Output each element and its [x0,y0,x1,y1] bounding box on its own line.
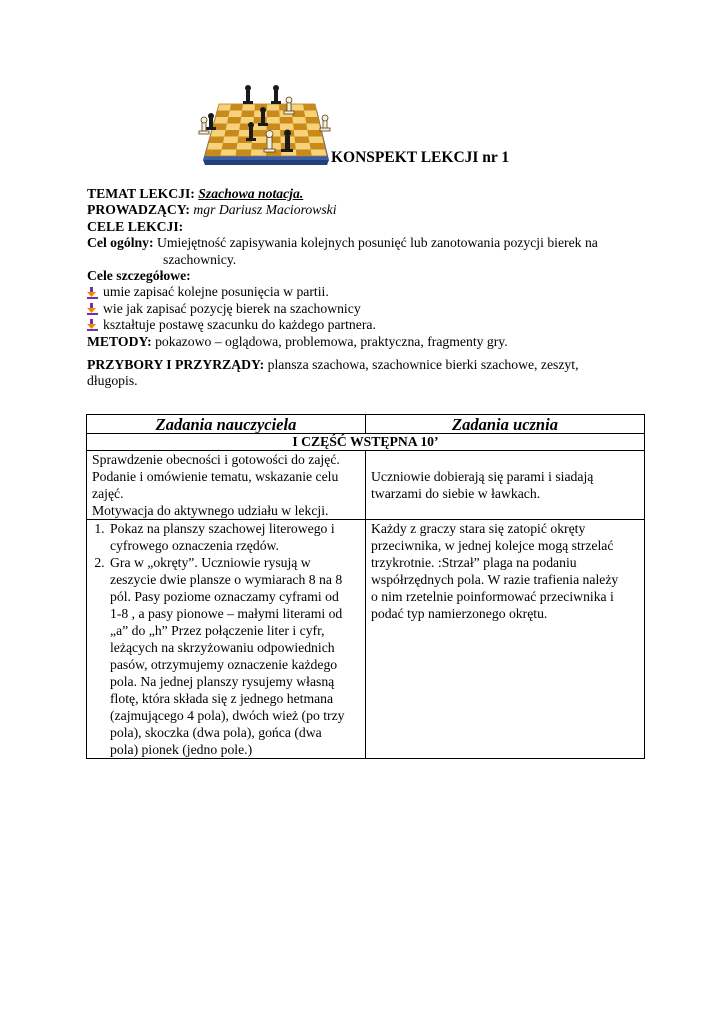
student-task-line: o nim rzetelnie poinformować przeciwnika i [371,589,614,604]
list-item [108,554,360,758]
bullet-arrow-icon [87,303,99,315]
general-goal-text: Umiejętność zapisywania kolejnych posunięć lub zanotowania pozycji bierek na [156,235,598,251]
student-column-header: Zadania ucznia [366,415,645,434]
general-goal-line [87,235,647,251]
list-item-line: pól. Pasy poziome oznaczamy cyframi od [110,589,339,604]
bullet-arrow-icon [87,287,99,299]
list-item-line: „a” do „h” Przez połączenie liter i cyfr, [110,623,325,638]
teacher-task-list [92,520,360,758]
specific-goal-text: umie zapisać kolejne posunięcia w partii. [103,284,329,300]
board-square [216,111,230,118]
goals-heading: CELE LEKCJI: [87,218,184,234]
board-square [296,150,312,157]
student-task-cell [366,451,645,520]
list-item-line: cyfrowego oznaczenia rzędów. [110,538,279,553]
student-task-cell [366,520,645,759]
list-item [108,520,360,554]
methods-line [87,334,647,350]
lesson-table [86,414,645,759]
chessboard-logo-icon [195,82,335,166]
table-row [87,520,645,759]
methods-label: METODY: [87,333,152,349]
board-square [310,143,326,150]
list-item-line: 2. Gra w „okręty”. Uczniowie rysują w [110,555,311,570]
board-square [227,117,241,124]
board-square [303,104,317,111]
list-item-line: leżących na skrzyżowaniu odpowiednich [110,640,335,655]
topic-value: Szachowa notacja. [198,186,304,201]
student-task-line: Uczniowie dobierają się parami i siadają [371,469,594,484]
list-item-line: flotę, która składa się z jednego hetmana [110,691,334,706]
list-item-line: pola), skoczka (dwa pola), gońca (dwa [110,725,322,740]
list-item-line: 1. Pokaz na planszy szachowej literowego i [110,521,335,536]
board-square [205,150,222,157]
student-task-line: trzykrotnie. :Strzał” plaga na podaniu [371,555,577,570]
topic-label: TEMAT LEKCJI: [87,186,195,201]
list-item-line: pola) pionek (jedno pole.) [110,742,253,757]
teacher-task-cell [87,520,366,759]
student-task-line: twarzami do siebie w ławkach. [371,486,541,501]
general-goal-text-cont: szachownicy. [163,251,237,267]
specific-goal-text: kształtuje postawę szacunku do każdego partnera. [103,317,376,333]
teacher-value: mgr Dariusz Maciorowski [193,202,337,218]
board-square [241,111,254,118]
teacher-label: PROWADZĄCY: [87,202,190,218]
methods-value: pokazowo – oglądowa, problemowa, praktyczna, fragmenty gry. [155,333,508,349]
board-square [280,117,294,124]
teacher-task-cell [87,451,366,520]
tools-value: plansza szachowa, szachownice bierki szachowe, zeszyt, [267,357,579,373]
bullet-arrow-icon [87,319,99,331]
board-square [267,124,281,131]
teacher-task-line: Sprawdzenie obecności i gotowości do zajęć. [92,452,340,467]
section-row [87,434,645,451]
student-task-line: przeciwnika, w jednej kolejce mogą strzelać [371,538,614,553]
teacher-task-line: zajęć. [92,486,124,501]
section-title: I CZĘŚĆ WSTĘPNA 10’ [87,434,645,451]
board-square [236,150,252,157]
student-task-line: współrzędnych pola. W razie trafienia należy [371,572,619,587]
teacher-column-header: Zadania nauczyciela [87,415,366,434]
student-task-line: podać typ namierzonego okrętu. [371,606,548,621]
teacher-task-line: Podanie i omówienie tematu, wskazanie celu [92,469,339,484]
table-header-row [87,415,645,434]
board-square [267,111,280,118]
specific-goal-item [87,317,647,333]
specific-goals-label: Cele szczegółowe: [87,268,191,284]
board-square [209,137,225,144]
tools-line [87,357,647,373]
tools-value-cont: długopis. [87,373,138,389]
board-square [294,137,309,144]
tools-label: PRZYBORY I PRZYRZĄDY: [87,357,265,373]
board-square [230,104,243,111]
list-item-line: (zajmującego 4 pola), dwóch wież (po trzy [110,708,345,723]
specific-goal-item [87,284,647,300]
board-square [252,130,266,137]
list-item-line: zeszycie dwie plansze o wymiarach 8 na 8 [110,572,343,587]
board-square [222,143,238,150]
table-row [87,451,645,520]
topic-line [87,186,647,202]
list-item-line: pola. Na jednej planszy rysujemy własną [110,674,335,689]
student-task-line: Każdy z graczy stara się zatopić okręty [371,521,586,536]
list-item-line: pasów, otrzymujemy oznaczenie każdego [110,657,338,672]
board-square [224,130,239,137]
teacher-task-line: Motywacja do aktywnego udziału w lekcji. [92,503,329,518]
board-square [293,124,307,131]
specific-goal-item [87,301,647,317]
specific-goal-text: wie jak zapisać pozycję bierek na szachownicy [103,300,361,316]
board-square [251,143,266,150]
general-goal-label: Cel ogólny: [87,235,154,251]
teacher-line [87,202,647,218]
page-title: KONSPEKT LEKCJI nr 1 [331,149,510,166]
list-item-line: 1-8 , a pasy pionowe – małymi literami od [110,606,343,621]
board-square [305,117,319,124]
lesson-info [87,186,647,390]
